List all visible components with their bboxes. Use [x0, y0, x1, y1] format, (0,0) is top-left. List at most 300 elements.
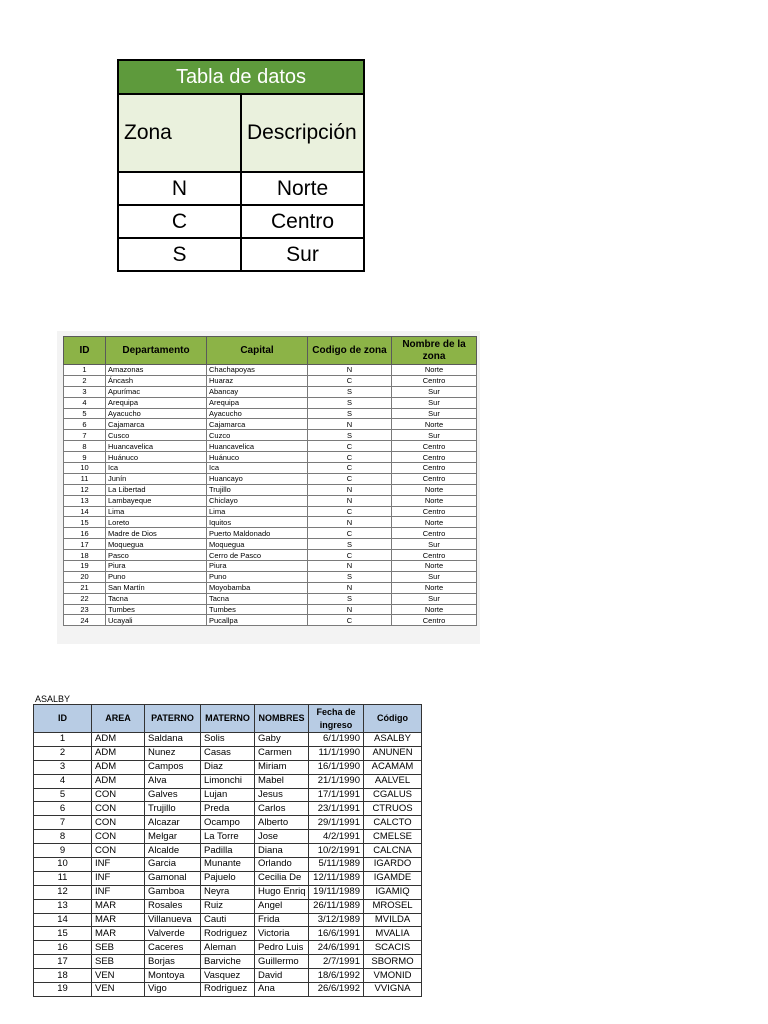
table-cell: C	[308, 452, 392, 463]
table-cell: Cajamarca	[207, 419, 308, 430]
table-cell: C	[308, 375, 392, 386]
hire-date-header: Fecha de ingreso	[309, 705, 364, 733]
table-cell: Huaraz	[207, 375, 308, 386]
table-row	[34, 802, 422, 816]
table-cell: Centro	[241, 205, 364, 238]
departments-table	[63, 336, 477, 626]
table-cell: Preda	[201, 802, 255, 816]
table-cell: Norte	[241, 172, 364, 205]
table-cell: Sur	[392, 408, 477, 419]
table-row	[34, 858, 422, 872]
table-cell: Casas	[201, 746, 255, 760]
table-cell: 4	[64, 397, 106, 408]
table-cell: C	[118, 205, 241, 238]
table-cell: La Libertad	[106, 484, 207, 495]
table-cell: Victoria	[255, 927, 309, 941]
table-cell: Angel	[255, 899, 309, 913]
table-cell: Neyra	[201, 885, 255, 899]
table-cell: Ica	[207, 463, 308, 474]
table-cell: Lima	[207, 506, 308, 517]
table-cell: 1	[34, 733, 92, 747]
id-header: ID	[34, 705, 92, 733]
table-row	[34, 927, 422, 941]
table-cell: 16	[64, 528, 106, 539]
table-row	[64, 582, 477, 593]
table-cell: IGARDO	[364, 858, 422, 872]
table-cell: Mabel	[255, 774, 309, 788]
table-cell: Villanueva	[145, 913, 201, 927]
table-cell: Pucallpa	[207, 615, 308, 626]
table-cell: Abancay	[207, 386, 308, 397]
table-cell: Tumbes	[207, 604, 308, 615]
table-row	[118, 238, 364, 271]
departments-panel	[57, 331, 480, 644]
table-cell: Moquegua	[207, 539, 308, 550]
table-cell: S	[308, 408, 392, 419]
zone-code-header: Codigo de zona	[308, 337, 392, 365]
table-cell: Cajamarca	[106, 419, 207, 430]
departments-table-body	[64, 365, 477, 626]
table-cell: Puerto Maldonado	[207, 528, 308, 539]
table-cell: 3	[64, 386, 106, 397]
table-cell: Huánuco	[207, 452, 308, 463]
table-row	[34, 774, 422, 788]
zone-table-title: Tabla de datos	[118, 60, 364, 94]
table-cell: Huancavelica	[106, 441, 207, 452]
table-cell: N	[308, 484, 392, 495]
table-cell: Sur	[392, 539, 477, 550]
table-cell: Junín	[106, 473, 207, 484]
table-cell: Lujan	[201, 788, 255, 802]
table-row	[34, 830, 422, 844]
table-cell: Centro	[392, 473, 477, 484]
table-cell: 17	[34, 955, 92, 969]
capital-header: Capital	[207, 337, 308, 365]
table-cell: Pasco	[106, 550, 207, 561]
table-cell: Limonchi	[201, 774, 255, 788]
table-cell: Ocampo	[201, 816, 255, 830]
table-cell: 10/2/1991	[309, 844, 364, 858]
table-cell: 11	[34, 871, 92, 885]
table-row	[64, 473, 477, 484]
table-cell: 19	[64, 561, 106, 572]
table-row	[34, 983, 422, 997]
table-cell: IGAMIQ	[364, 885, 422, 899]
table-cell: CON	[92, 830, 145, 844]
table-row	[64, 604, 477, 615]
table-row	[64, 375, 477, 386]
table-row	[64, 539, 477, 550]
table-cell: S	[308, 593, 392, 604]
table-row	[34, 746, 422, 760]
description-header: Descripción	[241, 94, 364, 172]
table-cell: Piura	[106, 561, 207, 572]
table-cell: INF	[92, 858, 145, 872]
table-cell: SEB	[92, 941, 145, 955]
table-cell: 2	[34, 746, 92, 760]
table-cell: S	[308, 571, 392, 582]
table-cell: 18	[64, 550, 106, 561]
table-cell: CON	[92, 844, 145, 858]
table-cell: 23	[64, 604, 106, 615]
table-cell: 2/7/1991	[309, 955, 364, 969]
table-cell: Ayacucho	[106, 408, 207, 419]
table-cell: CTRUOS	[364, 802, 422, 816]
table-cell: 21/1/1990	[309, 774, 364, 788]
table-cell: MAR	[92, 927, 145, 941]
table-cell: 8	[34, 830, 92, 844]
table-cell: MVALIA	[364, 927, 422, 941]
table-cell: Apurímac	[106, 386, 207, 397]
table-cell: Barviche	[201, 955, 255, 969]
table-cell: Sur	[392, 430, 477, 441]
table-cell: Trujillo	[145, 802, 201, 816]
table-cell: 13	[64, 495, 106, 506]
table-cell: Ucayali	[106, 615, 207, 626]
table-cell: Norte	[392, 517, 477, 528]
table-row	[64, 550, 477, 561]
table-cell: 7	[34, 816, 92, 830]
table-cell: Melgar	[145, 830, 201, 844]
table-cell: 10	[64, 463, 106, 474]
table-cell: Centro	[392, 452, 477, 463]
table-cell: 3	[34, 760, 92, 774]
table-row	[118, 205, 364, 238]
table-row	[64, 397, 477, 408]
table-cell: VEN	[92, 969, 145, 983]
table-cell: 1	[64, 365, 106, 376]
table-cell: Norte	[392, 604, 477, 615]
table-cell: Chachapoyas	[207, 365, 308, 376]
table-cell: Alva	[145, 774, 201, 788]
table-cell: ADM	[92, 774, 145, 788]
table-cell: N	[308, 561, 392, 572]
table-cell: Vigo	[145, 983, 201, 997]
table-cell: 5	[34, 788, 92, 802]
zone-table-body	[118, 172, 364, 271]
table-row	[34, 844, 422, 858]
table-cell: Tumbes	[106, 604, 207, 615]
table-cell: S	[118, 238, 241, 271]
table-cell: Cecilia De	[255, 871, 309, 885]
table-cell: Sur	[392, 386, 477, 397]
table-cell: N	[308, 495, 392, 506]
table-cell: 7	[64, 430, 106, 441]
table-cell: C	[308, 463, 392, 474]
table-cell: Frida	[255, 913, 309, 927]
table-cell: Centro	[392, 463, 477, 474]
table-cell: 6	[34, 802, 92, 816]
table-row	[64, 593, 477, 604]
table-cell: CALCTO	[364, 816, 422, 830]
table-cell: Ruiz	[201, 899, 255, 913]
table-cell: Norte	[392, 419, 477, 430]
table-row	[34, 941, 422, 955]
table-cell: CON	[92, 816, 145, 830]
table-cell: Pedro Luis	[255, 941, 309, 955]
table-cell: Norte	[392, 495, 477, 506]
table-cell: Campos	[145, 760, 201, 774]
table-cell: Munante	[201, 858, 255, 872]
table-cell: 23/1/1991	[309, 802, 364, 816]
table-cell: Iquitos	[207, 517, 308, 528]
table-cell: Chiclayo	[207, 495, 308, 506]
table-cell: C	[308, 615, 392, 626]
table-cell: Borjas	[145, 955, 201, 969]
table-cell: 12	[64, 484, 106, 495]
table-cell: 15	[34, 927, 92, 941]
table-cell: Alcalde	[145, 844, 201, 858]
table-cell: 26/6/1992	[309, 983, 364, 997]
table-row	[64, 484, 477, 495]
table-cell: 5/11/1989	[309, 858, 364, 872]
table-cell: San Martín	[106, 582, 207, 593]
table-cell: 4	[34, 774, 92, 788]
paterno-header: PATERNO	[145, 705, 201, 733]
table-cell: Tacna	[106, 593, 207, 604]
table-cell: VMONID	[364, 969, 422, 983]
table-cell: C	[308, 441, 392, 452]
table-cell: MROSEL	[364, 899, 422, 913]
table-cell: Caceres	[145, 941, 201, 955]
table-cell: MAR	[92, 913, 145, 927]
table-cell: Montoya	[145, 969, 201, 983]
employees-table-body	[34, 733, 422, 997]
table-cell: Arequipa	[207, 397, 308, 408]
table-cell: 8	[64, 441, 106, 452]
table-cell: 6	[64, 419, 106, 430]
table-cell: Norte	[392, 561, 477, 572]
table-cell: Gaby	[255, 733, 309, 747]
table-row	[34, 969, 422, 983]
table-cell: N	[308, 517, 392, 528]
table-cell: Tacna	[207, 593, 308, 604]
table-cell: 9	[64, 452, 106, 463]
table-cell: 18	[34, 969, 92, 983]
table-cell: Centro	[392, 550, 477, 561]
table-cell: CGALUS	[364, 788, 422, 802]
table-cell: Trujillo	[207, 484, 308, 495]
id-header: ID	[64, 337, 106, 365]
table-cell: 3/12/1989	[309, 913, 364, 927]
table-cell: La Torre	[201, 830, 255, 844]
table-cell: Gamonal	[145, 871, 201, 885]
table-cell: Cerro de Pasco	[207, 550, 308, 561]
table-cell: Ana	[255, 983, 309, 997]
table-cell: VVIGNA	[364, 983, 422, 997]
table-cell: Galves	[145, 788, 201, 802]
table-cell: MAR	[92, 899, 145, 913]
zone-name-header: Nombre de la zona	[392, 337, 477, 365]
table-cell: Alcazar	[145, 816, 201, 830]
table-cell: N	[308, 582, 392, 593]
table-cell: 21	[64, 582, 106, 593]
table-cell: Arequipa	[106, 397, 207, 408]
table-cell: Diana	[255, 844, 309, 858]
table-row	[64, 452, 477, 463]
table-cell: INF	[92, 871, 145, 885]
table-row	[64, 517, 477, 528]
table-cell: S	[308, 386, 392, 397]
table-cell: N	[118, 172, 241, 205]
table-row	[64, 430, 477, 441]
table-row	[64, 441, 477, 452]
table-cell: C	[308, 506, 392, 517]
table-cell: Sur	[392, 593, 477, 604]
table-cell: N	[308, 365, 392, 376]
table-row	[64, 506, 477, 517]
table-cell: S	[308, 397, 392, 408]
table-cell: C	[308, 528, 392, 539]
table-cell: Puno	[106, 571, 207, 582]
table-cell: Jesus	[255, 788, 309, 802]
table-cell: 4/2/1991	[309, 830, 364, 844]
table-cell: 17/1/1991	[309, 788, 364, 802]
table-cell: S	[308, 430, 392, 441]
table-cell: Centro	[392, 441, 477, 452]
table-cell: ANUNEN	[364, 746, 422, 760]
department-header: Departamento	[106, 337, 207, 365]
table-row	[34, 899, 422, 913]
table-row	[64, 463, 477, 474]
table-cell: C	[308, 550, 392, 561]
table-cell: 24	[64, 615, 106, 626]
table-cell: 16/6/1991	[309, 927, 364, 941]
table-cell: ADM	[92, 760, 145, 774]
employees-table	[33, 704, 422, 997]
table-row	[64, 561, 477, 572]
table-cell: Sur	[392, 397, 477, 408]
table-cell: 14	[34, 913, 92, 927]
table-cell: Padilla	[201, 844, 255, 858]
table-cell: 18/6/1992	[309, 969, 364, 983]
table-cell: N	[308, 604, 392, 615]
table-cell: IGAMDE	[364, 871, 422, 885]
table-cell: Jose	[255, 830, 309, 844]
table-cell: Ica	[106, 463, 207, 474]
table-cell: Diaz	[201, 760, 255, 774]
table-cell: 12	[34, 885, 92, 899]
table-cell: Orlando	[255, 858, 309, 872]
table-cell: N	[308, 419, 392, 430]
table-cell: ACAMAM	[364, 760, 422, 774]
table-row	[64, 528, 477, 539]
table-cell: Sur	[241, 238, 364, 271]
zone-header: Zona	[118, 94, 241, 172]
table-cell: Madre de Dios	[106, 528, 207, 539]
table-cell: AALVEL	[364, 774, 422, 788]
table-cell: David	[255, 969, 309, 983]
table-cell: Garcia	[145, 858, 201, 872]
table-cell: Huancavelica	[207, 441, 308, 452]
table-cell: 11/1/1990	[309, 746, 364, 760]
code-header: Código	[364, 705, 422, 733]
table-row	[34, 871, 422, 885]
table-cell: 19/11/1989	[309, 885, 364, 899]
table-cell: Cauti	[201, 913, 255, 927]
table-cell: Huánuco	[106, 452, 207, 463]
table-cell: 17	[64, 539, 106, 550]
table-cell: Alberto	[255, 816, 309, 830]
table-cell: Pajuelo	[201, 871, 255, 885]
table-row	[34, 913, 422, 927]
table-cell: 20	[64, 571, 106, 582]
table-cell: Huancayo	[207, 473, 308, 484]
table-row	[34, 885, 422, 899]
table-row	[64, 615, 477, 626]
cell-label: ASALBY	[35, 694, 71, 704]
table-row	[64, 419, 477, 430]
table-cell: Moquegua	[106, 539, 207, 550]
table-cell: 2	[64, 375, 106, 386]
table-cell: ASALBY	[364, 733, 422, 747]
table-cell: 9	[34, 844, 92, 858]
area-header: AREA	[92, 705, 145, 733]
table-cell: 6/1/1990	[309, 733, 364, 747]
table-row	[64, 386, 477, 397]
table-cell: Miriam	[255, 760, 309, 774]
table-cell: CALCNA	[364, 844, 422, 858]
table-cell: Carlos	[255, 802, 309, 816]
table-cell: Gamboa	[145, 885, 201, 899]
table-row	[64, 495, 477, 506]
table-cell: Áncash	[106, 375, 207, 386]
table-cell: C	[308, 473, 392, 484]
nombres-header: NOMBRES	[255, 705, 309, 733]
table-cell: 26/11/1989	[309, 899, 364, 913]
table-row	[118, 172, 364, 205]
table-row	[64, 408, 477, 419]
table-cell: SEB	[92, 955, 145, 969]
table-cell: SBORMO	[364, 955, 422, 969]
table-cell: Norte	[392, 484, 477, 495]
table-cell: Sur	[392, 571, 477, 582]
table-cell: Centro	[392, 506, 477, 517]
table-cell: Norte	[392, 365, 477, 376]
table-cell: Centro	[392, 375, 477, 386]
table-cell: Moyobamba	[207, 582, 308, 593]
table-cell: 14	[64, 506, 106, 517]
table-cell: Carmen	[255, 746, 309, 760]
table-cell: VEN	[92, 983, 145, 997]
table-cell: Nunez	[145, 746, 201, 760]
table-cell: Lambayeque	[106, 495, 207, 506]
table-cell: INF	[92, 885, 145, 899]
table-cell: Rodriguez	[201, 983, 255, 997]
table-cell: Rodriguez	[201, 927, 255, 941]
table-row	[34, 788, 422, 802]
table-cell: Hugo Enriq	[255, 885, 309, 899]
table-cell: 13	[34, 899, 92, 913]
table-cell: 15	[64, 517, 106, 528]
table-cell: Guillermo	[255, 955, 309, 969]
table-cell: 12/11/1989	[309, 871, 364, 885]
table-cell: CON	[92, 788, 145, 802]
table-row	[34, 760, 422, 774]
table-cell: 16/1/1990	[309, 760, 364, 774]
table-cell: Saldana	[145, 733, 201, 747]
table-cell: Loreto	[106, 517, 207, 528]
table-cell: Amazonas	[106, 365, 207, 376]
table-cell: S	[308, 539, 392, 550]
table-row	[34, 733, 422, 747]
table-cell: Cusco	[106, 430, 207, 441]
table-cell: Valverde	[145, 927, 201, 941]
table-cell: MVILDA	[364, 913, 422, 927]
table-cell: SCACIS	[364, 941, 422, 955]
table-cell: Centro	[392, 528, 477, 539]
table-cell: Vasquez	[201, 969, 255, 983]
